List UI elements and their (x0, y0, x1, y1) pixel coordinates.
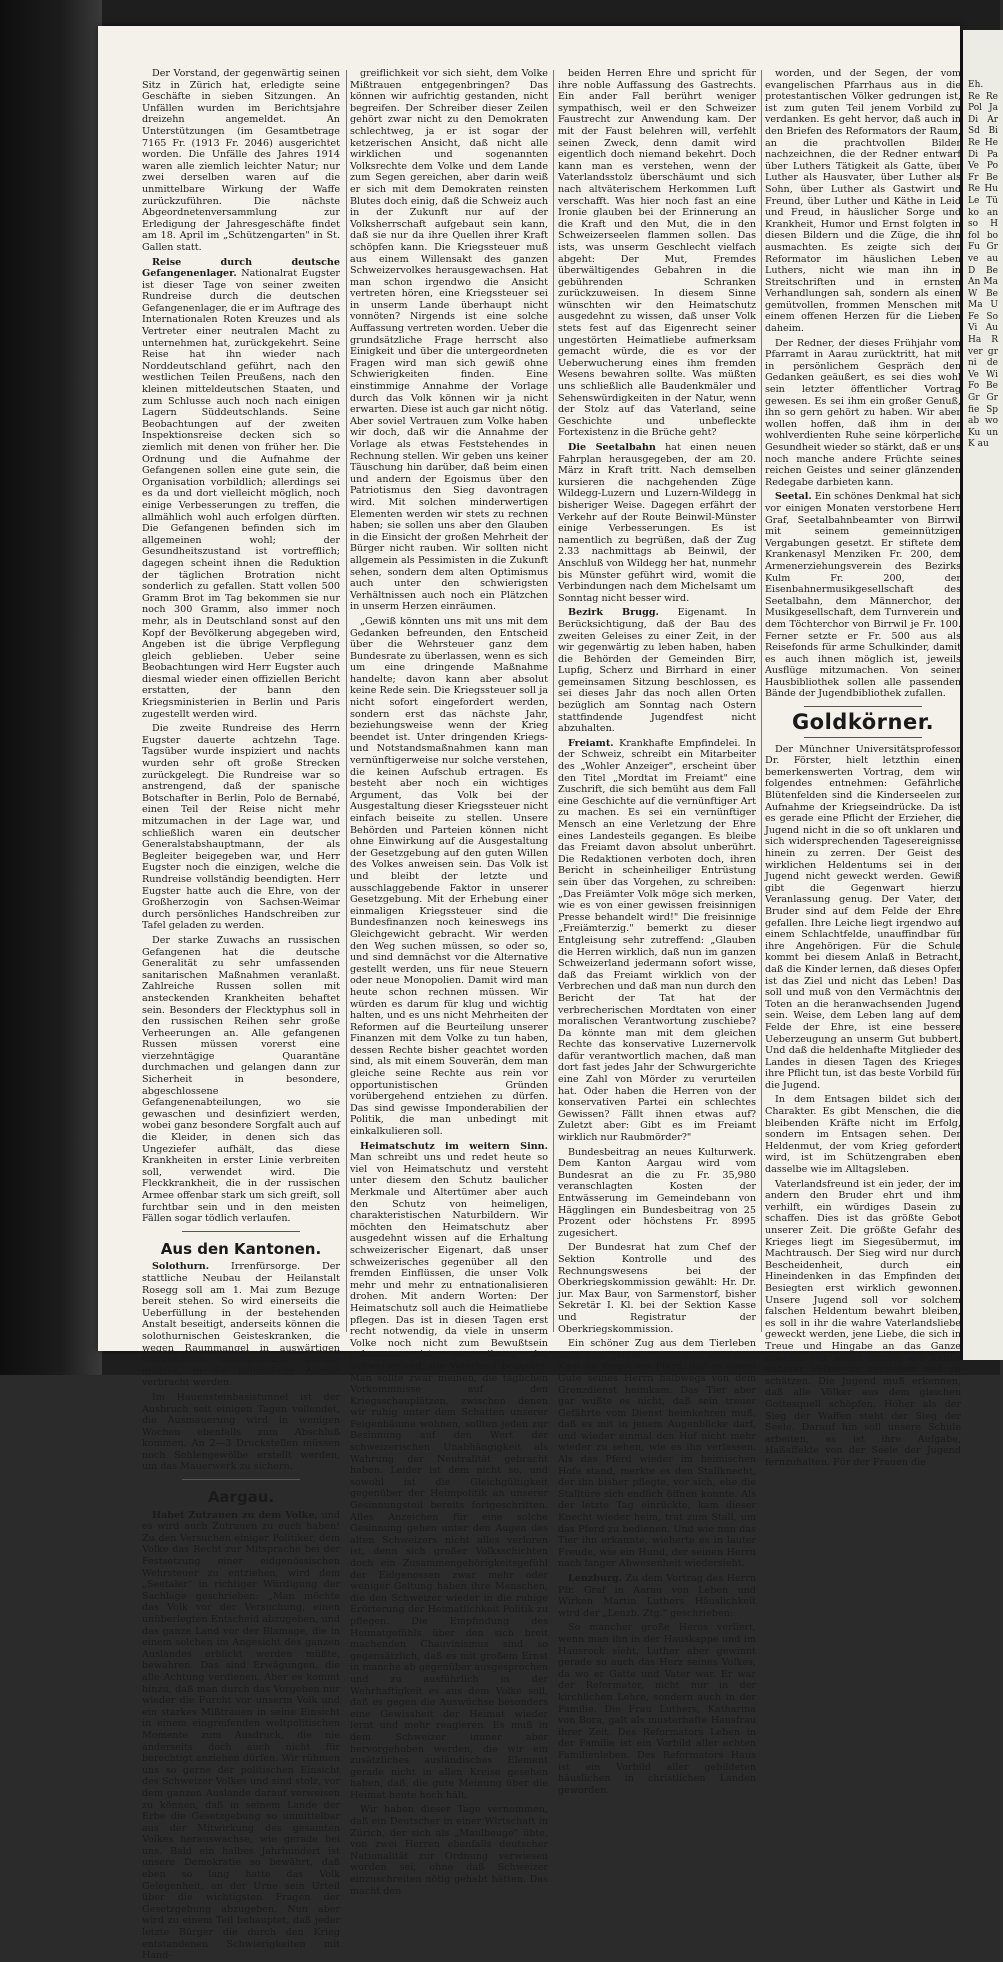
paragraph-title: Lenzburg. (568, 1573, 623, 1584)
separator-rule (804, 737, 922, 738)
paragraph-title: Habet Zutrauen zu dem Volke, (152, 1509, 318, 1521)
paragraph: beiden Herren Ehre und spricht für ihre noble Auffassung des Gastrechts. Ein ander Fall berührt weniger sympathisch, weil er den Schweizer Faustrecht zur Anwendung kam. Der mit der Faust belehren will, verfehlt seinen Zweck, denn damit wird eigentlich doch niemand bekehrt. Doch kann man es verstehen, wenn der Vaterlandsstolz überschäumt und sich nach altväterischem Herkommen Luft verschafft. Was hier noch fast an eine Ironie glauben bei der Erinnerung an die Kraft und den Mut, die in den Schweizerseelen flammen sollen. Das ists, was unserm Geschlecht vielfach abgeht: Der Mut, Fremdes überwältigendes Gebahren in die gebührenden Schranken zurückzuweisen. In diesem Sinne wünschten wir den Heimatschutz ausgedehnt zu wissen, daß unser Volk stets fest auf das Eigenrecht seiner ungestörten Heimatliebe aufmerksam gemacht würde, die es vor der Ueberwucherung eines ihm fremden Wesens bewahren sollte. Was müßten uns schließlich alle Baudenkmäler und Sehenswürdigkeiten in der Natur, wenn der Stolz auf das Vaterland, seine Geschichte und unbefleckte Fortexistenz in die Brüche geht? (558, 68, 756, 439)
section-heading: Goldkörner. (791, 710, 935, 735)
paragraph-body: Ein schönes Denkmal hat sich vor einigen Monaten verstorbene Herr Graf, Seetalbahnbeamter von Birrwil mit seinem gemeinnützigen Vergabungen gesetzt. Er stiftete dem Krankenasyl Menziken Fr. 200, dem Armenerziehungsverein des Bezirks Kulm Fr. 200, der Eisenbahnermusikgesellschaft des Seetalbahn, dem Männerchor, der Musikgesellschaft, dem Turnverein und dem Töchterchor von Birrwil je Fr. 100. Ferner setzte er Fr. 500 aus als Reisefonds für arme Schulkinder, damit es auch ihnen möglich ist, jeweils Ausflüge mitzumachen. Von seiner Hausbibliothek sollen alle passenden Bände der Jugendbibliothek zufallen. (765, 491, 961, 700)
separator-rule (182, 1479, 301, 1480)
paragraph: worden, und der Segen, der vom evangelischen Pfarrhaus aus in die protestantischen Völker gedrungen ist, ist zum guten Teil jenem Vorbild zu verdanken. Es geht hervor, daß auch in den Briefen des Reformators der Raum, an die prachtvollen Bilder nachzeichnen, die der Redner entwarf über Luthers Tätigkeit als Gatte, über Luther als Hausvater, über Luther als Sohn, über Luther als Gastwirt und Freund, über Luther und Käthe in Leid und Freud, in häuslicher Sorge und Krankheit, Humor und Ernst folgten in diesen Bildern und die Züge, die ihn ausmachten. Es zeigte sich der Reformator im häuslichen Leben Luthers, nicht wie man ihn in Streitschriften und in ernsten Verhandlungen sah, sondern als einen gemütvollen, frommen Menschen mit einem offenen Herzen für die Lieben daheim. (765, 68, 961, 335)
paragraph: Der Redner, der dieses Frühjahr vom Pfarramt in Aarau zurücktritt, hat mit in persönlichem Gespräch den Gedanken geäußert, es sei dies wohl sein letzter öffentlicher Vortrag gewesen. Es sei ihm ein großer Genuß, ihn so gern gehört zu haben. Wir aber wollen hoffen, daß ihm in der wohlverdienten Ruhe seine körperliche Gesundheit wieder so stärkt, daß er uns noch manche andere Früchte seines reichen Geistes und seiner glänzenden Redegabe darbieten kann. (765, 337, 961, 488)
paragraph-body: Eigenamt. In Berücksichtigung, daß der Bau des zweiten Geleises zu einer Zeit, in der wir gegenwärtig zu leben haben, haben die Behörden der Gemeinden Birr, Lupfig, Scherz und Birrhard in einer gemeinsamen Sitzung beschlossen, es sei dieses Jahr das noch allen Orten bezüglich am Sonntag nach Ostern stattfindende Jugendfest nicht abzuhalten. (558, 607, 756, 735)
paragraph-body: Irrenfürsorge. Der stattliche Neubau der Heilanstalt Rosegg soll am 1. Mai zum Bezuge bereit stehen. So wird einerseits die Ueberfüllung in der bestehenden Anstalt beseitigt, anderseits können die solothurnischen Geisteskranken, die wegen Raummangel in auswärtigen Irrenhäusern untergebracht werden mußten, in die heimatliche Anstalt verbracht werden. (142, 1261, 340, 1389)
book-binding-edge (0, 0, 102, 1375)
column-4 (765, 68, 961, 1468)
column-3 (558, 68, 756, 1796)
separator-rule (804, 706, 922, 707)
paragraph (142, 1261, 340, 1389)
paragraph: So mancher große Heros verliert, wenn man ihn in der Hauskappe und im Hausrock sieht, Luther aber gewinnt gerade so auch das Herz seines Volkes, da wo er Gatte und Vater war. Er war der Reformator, nicht nur in der kirchlichen Lehre, sondern auch in der Familie. Die Frau Luthers, Katharina von Bora, galt als musterhafte Hausfrau ihrer Zeit. Des Reformators Leben in der Familie ist ein Vorbild aller echten Familienleben. Des Reformators Haus ist ein Vorbild aller gebildeten häuslichen in christlichen Landen geworden. (558, 1622, 756, 1796)
paragraph-body: hat einen neuen Fahrplan herausgegeben, der am 20. März in Kraft tritt. Nach demselben kursieren die nachgehenden Züge Wildegg-Luzern und Luzern-Wildegg in bisheriger Weise. Dagegen erfährt der Verkehr auf der Route Beinwil-Münster einige Verbesserungen. Es ist namentlich zu begrüßen, daß der Zug 2.33 nachmittags ab Beinwil, der Anschluß von Wildegg her hat, nunmehr bis Münster geführt wird, womit die Verbindungen nach dem Michelsamt um Sonntag nicht besser wird. (558, 442, 756, 604)
column-rule (346, 70, 347, 1332)
paragraph-title: Heimatschutz im weitern Sinn. (360, 1140, 548, 1152)
paragraph: Der Bundesrat hat zum Chef der Sektion Kontrolle und des Rechnungswesens bei der Oberkriegskommission gewählt: Hr. Dr. jur. Max Baur, von Sarmenstorf, bisher Sekretär I. Kl. bei der Sektion Kasse und Registratur der Oberkriegskommission. (558, 1242, 756, 1335)
paragraph: Der Münchner Universitätsprofessor Dr. Förster, hielt letzthin einen bemerkenswerten Vortrag, dem wir folgendes entnehmen: Gefährliche Blütenfelden sind die Kinderseelen zur Aufnahme der Kriegseindrücke. Da ist es gerade eine Pflicht der Erzieher, die Jugend nicht in die so oft unklaren und sich widersprechenden Tagesereignisse hinein zu zerren. Der Geist des wirklichen Heldentums sei in der Jugend nicht geweckt werden. Gewiß gibt die Gegenwart hierzu Veranlassung genug. Der Vater, der Bruder sind auf dem Felde der Ehre gefallen. Ihre Leiche liegt irgendwo auf einem Schlachtfelde, unauffindbar für ihre Angehörigen. Für die Schule kommt bei diesem Anlaß in Betracht, daß die Kinder lernen, daß dieses Opfer ist das Ziel und nicht das Leben! Das soll und muß von den Vermächtnis der Toten an die heranwachsenden Jugend sein. Weise, dem Leben lang auf dem Felde der Ehre, ist eine bessere Ueberzeugung an unserm Gut bubbert. Und daß die heldenhafte Mitglieder des Landes in diesen Tagen des Krieges ihre Pflicht tun, ist das beste Vorbild für die Jugend. (765, 743, 961, 1091)
paragraph: Wir haben dieser Tage vernommen, daß ein Deutscher in einer Wirtschaft in Zürich, der sich als „Maulbeuge" übte, von zwei Herren ebenfalls deutscher Nationalität zur Ordnung verwiesen worden sei, ohne daß Schweizer einzuschreiten nötig gehabt hätten. Das macht den (350, 1804, 548, 1897)
paragraph: In dem Entsagen bildet sich der Charakter. Es gibt Menschen, die die bleibenden Kräfte nicht im Erfolg, sondern im Entsagen sehen. Der Heldenmut, der vom Krieg gefordert wird, ist im Schützengraben eben dasselbe wie im Alltagsleben. (765, 1094, 961, 1176)
paragraph-title: Solothurn. (152, 1261, 210, 1273)
paragraph-body: Krankhafte Empfindelei. In der Schweiz, schreibt ein Mitarbeiter des „Wohler Anzeiger", erscheint über den Titel „Mordtat im Freiamt" eine Zuschrift, die sich bemüht aus dem Fall eine Geschichte auf die vernünftiger Art zu machen. Es sei ein vernünftiger Mensch an eine Verletzung der Ehre eines Landesteils gegangen. Es bleibe das Freiamt davon absolut unberührt. Die Redaktionen verboten doch, ihren Bericht in scheinheiliger Entrüstung sein über das Vorgehen, zu schreiben: „Das Freiämter Volk möge sich merken, wie es von einer gewissen freisinnigen Presse behandelt wird!" Die freisinnige „Freiämterzig." bemerkt zu dieser Entgleisung sehr zutreffend: „Glauben die Herren wirklich, daß nun im ganzen Schweizerland jedermann sofort wisse, daß das Freiamt wirklich von der Verbrechen und daß man nun durch den Bericht der Tat hat der verbrecherischen Mordtaten von einer moralischen Verantwortung zuschiebe? Da könnte man mit dem gleichen Rechte das konservative Luzernervolk dafür verantwortlich machen, daß man dort fast jedes Jahr der Schwurgerichte eine Zahl von Mörder zu verurteilen hat. Oder haben die Herren von der konservativen Partei ein schlechtes Gewissen? Fällt ihnen etwas auf? Zuletzt aber: Gibt es im Freiamt wirklich nur Raubmörder?" (558, 737, 756, 1144)
paragraph: Bundesbeitrag an neues Kulturwerk. Dem Kanton Aargau wird vom Bundesrat an die zu Fr. 35,980 veranschlagten Kosten der Entwässerung im Gemeindebann von Hägglingen ein Bundesbeitrag von 25 Prozent oder höchstens Fr. 8995 zugesichert. (558, 1146, 756, 1239)
paragraph: Die zweite Rundreise des Herrn Eugster dauerte achtzehn Tage. Tagsüber wurde inspiziert und nachts wurden sehr oft große Strecken zurückgelegt. Die Rundreise war so anstrengend, daß der spanische Botschafter in Berlin, Polo de Bernabé, einen Teil der Reise nicht mehr mitzumachen in der Lage war, und schließlich waren ein deutscher Generalstabshauptmann, der als Begleiter beigegeben war, und Herr Eugster noch die einzigen, welche die Rundreise vollständig beendigten. Herr Eugster hatte auch die Ehre, von der Großherzogin von Sachsen-Weimar durch persönliches Handschreiben zur Tafel geladen zu werden. (142, 723, 340, 932)
paragraph-body: Zu dem Vortrag des Herrn Pfr. Graf in Aarau von Leben und Wirken Martin Luthers Häuslichkeit wird der „Lenzb. Ztg." geschrieben: (558, 1573, 756, 1619)
paragraph: greiflichkeit vor sich sieht, dem Volke Mißtrauen entgegenbringen? Das können wir aufrichtig gestanden, nicht begreifen. Der Schreiber dieser Zeilen gehört zwar nicht zu den Demokraten schlechtweg, ja er ist sogar der ketzerischen Ansicht, daß nicht alle wirklichen und sogenannten Volksrechte dem Volke und dem Lande zum Segen gereichen, aber darin weiß er sich mit dem Demokraten reinsten Blutes doch einig, daß die Schweiz auch in der Zukunft nur auf der Volksherrschaft aufgebaut sein kann, daß sie nur da ihre Quellen ihrer Kraft schöpfen kann. Die Kriegssteuer muß aus einem Willensakt des ganzen Schweizervolkes herausgewachsen. Hat man schon irgendwo die Ansicht vertreten hören, eine Kriegssteuer sei in unserm Lande überhaupt nicht vonnöten? Nirgends ist eine solche Auffassung vertreten worden. Ueber die grundsätzliche Frage herrscht also Einigkeit und über die untergeordneten Fragen wird man sich gewiß ohne Schwierigkeiten finden. Eine einstimmige Annahme der Vorlage durch das Volk können wir ja nicht erwarten. Diese ist auch gar nicht nötig. Aber soviel Vertrauen zum Volke haben wir doch, daß wir die Annahme der Vorlage als etwas Feststehendes in Rechnung stellen. Wir geben uns keiner Täuschung hin darüber, daß beim einen und andern der Egoismus über den Patriotismus den Sieg davontragen wird. Mit solchen minderwertigen Elementen werden wir stets zu rechnen haben; sie sollen uns aber den Glauben in die Einsicht der großen Mehrheit der Bürger nicht rauben. Wir sollten nicht allgemein als Pessimisten in die Zukunft sehen, sondern dem alten Optimismus auch unter den schwierigsten Verhältnissen auch noch ein Plätzchen in unserm Herzen einräumen. (350, 68, 548, 613)
paragraph-title: Freiamt. (568, 737, 614, 749)
separator-rule (182, 1231, 301, 1232)
paragraph (558, 607, 756, 735)
paragraph: Vaterlandsfreund ist ein jeder, der im andern den Bruder ehrt und ihm verhilft, ein würdiges Dasein zu schaffen. Dies ist das größte Gebot unserer Zeit. Die größte Gefahr des Krieges liegt im Siegesübermut, im Machtrausch. Der Sieg wird nur durch Bescheidenheit, durch ein Hineindenken in das Empfinden der Besiegten erst wirklich gewonnen. Unsere Jugend soll vor solchem falschen Heldentum bewahrt bleiben, es soll in ihr die wahre Vaterlandsliebe geweckt werden, jene Liebe, die sich in Treue und Hingabe an das Ganze erweist. Wir sollen lernen, die Kultur anderer Völker zu verstehen und zu schätzen. Die Jugend muß erkennen, daß alle Völker aus dem gleichen Gottesquell schöpfen. Höher als der Sieg der Waffen steht der Sieg der Seele. Darauf hin soll unsere Schule arbeiten, es ist ihre Aufgabe, Haßaffekte von der Seele der Jugend fernzuhalten. Für der Frauen die (765, 1178, 961, 1468)
paragraph-title: Die Seetalbahn (568, 442, 656, 453)
paragraph (558, 1573, 756, 1619)
paragraph: Der starke Zuwachs an russischen Gefangenen hat die deutsche Generalität zu sehr umfassenden sanitarischen Maßnahmen veranlaßt. Zahlreiche Russen sollen mit ansteckenden Krankheiten behaftet sein. Besonders der Flecktyphus soll in den russischen Reihen sehr große Verheerungen an. Alle gefangenen Russen müssen vorerst eine vierzehntägige Quarantäne durchmachen und gelangen dann zur Sicherheit in besondere, abgeschlossene Gefangenenabteilungen, wo sie gewaschen und desinfiziert werden, wobei ganz besondere Sorgfalt auch auf die Kleider, in denen sich das Ungeziefer aufhält, das diese Krankheiten in erster Linie verbreiten soll, verwendet wird. Die Fleckkrankheit, die in der russischen Armee offenbar stark um sich greift, soll furchtbar sein und in den meisten Fällen sogar tödlich verlaufen. (142, 934, 340, 1225)
paragraph-body: Nationalrat Eugster ist dieser Tage von seiner zweiten Rundreise durch die deutschen Gefangenenlager, die er im Auftrage des Internationalen Roten Kreuzes und als Vertreter einer neutralen Macht zu unternehmen hat, zurückgekehrt. Seine Reise hat ihn wieder nach Norddeutschland geführt, nach den westlichen Teilen Preußens, nach den kleinen mitteldeutschen Staaten, und zum Schlusse auch noch nach einigen Lagern Süddeutschlands. Seine Beobachtungen auf der zweiten Inspektionsreise decken sich so ziemlich mit denen von früher her. Die Ordnung und die Aufnahme der Gefangenen sollen eine gute sein, die Organisation vorbildlich; allerdings sei es da und dort vielleicht möglich, noch einige Verbesserungen zu treffen, die allmählich wohl auch erfolgen dürften. Die Gefangenen befinden sich im allgemeinen wohl; der Gesundheitszustand ist vortrefflich; dagegen scheint ihnen die Reduktion der täglichen Brotration nicht sonderlich zu gefallen. Statt vollen 500 Gramm Brot im Tag bekommen sie nur noch 300 Gramm, also immer noch mehr, als in Deutschland sonst auf den Kopf der Bevölkerung abgegeben wird, Angeben ist die übrige Verpflegung gleich geblieben. Ueber seine Beobachtungen wird Herr Eugster auch diesmal wieder einen offiziellen Bericht erstatten, der bann den Kriegsministerien in Berlin und Paris zugestellt werden wird. (142, 268, 340, 720)
section-heading: Aus den Kantonen. (160, 1239, 322, 1258)
paragraph (765, 491, 961, 700)
paragraph: Der Vorstand, der gegenwärtig seinen Sitz in Zürich hat, erledigte seine Geschäfte in sieben Sitzungen. An Unfällen wurden im Berichtsjahre dreizehn angemeldet. An Unterstützungen (im Gesamtbetrage 7165 Fr. (1913 Fr. 2046) ausgerichtet worden. Die Unfälle des Jahres 1914 waren alle ziemlich leichter Natur; nur zwei derselben waren auf die unmittelbare Wirkung der Waffe zurückzuführen. Die nächste Abgeordnetenversammlung zur Erledigung der Jahresgeschäfte findet am 18. April im „Schützengarten" in St. Gallen statt. (142, 68, 340, 253)
paragraph (142, 1510, 340, 1962)
column-rule (553, 70, 554, 1332)
paragraph (350, 1141, 548, 1802)
paragraph: Im Hauensteinbasistunnel ist der Ausbruch seit einigen Tagen vollendet, die Ausmauerung wird in wenigen Wochen ebenfalls zum Abschluß kommen. An 2—3 Druckstellen müssen noch Sohlengewölbe erstellt werden, um das Mauerwerk zu sichern. (142, 1391, 340, 1473)
paragraph-title: Bezirk Brugg. (568, 607, 659, 619)
adjacent-page-text: Eh. Re Re Pol Ja Di Ar Sd Bi Re He Di Pa Ve Po Fr Be Re Hu Le Tü ko an so H fol bo Fu Gr ve au D Be An Ma W Be Ma U Fe So Vi Au Ha R ver gr ni de Ve Wi Fo Be Gr Gr fie Sp ab wo Ku un K au (968, 80, 998, 450)
paragraph (142, 257, 340, 721)
paragraph-body: Man schreibt uns und redet heute so viel von Heimatschutz und versteht unter diesem den Schutz baulicher Merkmale und Altertümer aber auch den Schutz von heimeligen, charakteristischen Naturbildern. Wir möchten den Heimatschutz aber ausgedehnt wissen auf die Erhaltung schweizerischer Eigenart, daß unser schweizerisches gegenüber all den fremden Einflüssen, die unser Volk mehr und mehr zu entnationalisieren drohen. Mit andern Worten: Der Heimatschutz soll auch die Heimatliebe pflegen. Das ist in diesen Tagen erst recht notwendig, da viele in unserm Volke noch nicht zum Bewußtsein gekommen ist, was ihnen das Schweizerland, die Vaterland bedeutet. Man sollte zwar meinen, die täglichen Vorkommnisse auf den Kriegsschauplätzen, zwischen denen wir ruhig unter dem Schatten unserer Feigenbäume wohnen, sollten jeden zur Besinnung auf den Wert der schweizerischen Unabhängigkeit als Wahrung der Neutralität gebracht haben. Leider ist dem nicht so, und sowohl ist die Gleichgültigkeit gegenüber der Heimpolitik an unserer Gesinnungsteil bereits fortgeschritten. Alles Anzeichen für eine solche Gesinnung gehen unter den Augen des alten Schweizers nicht alles verloren ist, denn sich großer Volksschichten doch ein Zusammengehörigkeitsgefühl der Eidgenossen zwar mehr oder weniger Geltung haben ihre Menschen, die den Schweizer wieder in die ruhige Erörterung der Heimatlichkeit Politik zu pflegen. Die Empfindung des Heimatgefühls über den sich breit machenden Chauvinismus sind so gegensätzlich, daß es mit großem Ernst in manche ab gegenüber ausgesprochen und zu ausführlich in der Wehrhaftigkeit es aus dem Volke soll, daß es gegen die Auswüchse besonders eine Gewissheit der Heimat wieder lernt und mehr reagieren. Es muß in dem Schweizer immer aber hervorgehoben werden, die wir ein zusätzliches ausländisches Element gerade nicht in allen Kreise gesehen haben, daß, die gute Meinung über die Heimat heute hoch hält. (350, 1152, 548, 1801)
column-rule (761, 70, 762, 1332)
column-1 (142, 68, 340, 1962)
paragraph-body: und es wird auch Zutrauen zu euch haben! Zu den Versuchen einiger Politiker, dem Volke das Recht zur Mitsprache bei der Festsetzung einer eidgenössischen Wehrsteuer zu entziehen, wird dem „Seetaler" in richtiger Würdigung der Sachlage geschrieben: „Man möchte das Volk vor der Versuchung, einen unüberlegten Entscheid abzugeben, und das ganze Land vor der Blamage, die in einem solchen im Angesicht des ganzen Auslandes erblickt werden müßte, bewahren. Das sind Erwägungen, die alle Achtung verdienen. Aber es kommt hinzu, daß man durch das Vorgehen nur wieder die Furcht vor unserm Volk und ein starkes Mißtrauen in seine Einsicht in einem eingreifenden weltpolitischen Momente zum Ausdruck, die nie anderseits doch auch nicht für berechtigt anziehen dürfen. Wir rühmen uns so gerne der politischen Einsicht des Schweizer Volkes und sind stolz, vor dem ganzen Auslande darauf verweisen zu können, daß in seinem Lande der Erbe die Gesetzgebung so unmittelbar aus der Mitwirkung des gesamten Volkes herauswachse, wie gerade bei uns. Bald ein halbes Jahrhundert ist unsere Demokratie so bewährt, daß eben so lang hatte das Volk Gelegenheit, an der Urne sein Urteil über die wichtigsten Fragen der Gesetzgebung abzugeben. Nun aber wird zu einem Teil behauptet, daß jeder letzte Bürger die durch den Krieg entstandenen Schwierigkeiten mit Hand- (142, 1509, 340, 1962)
paragraph: Ein schöner Zug aus dem Tierleben wird dem „Wohler Anzeiger" berichtet: Kam da jüngst ein Pferd, daß in einem Gute seines Herrn halbwegs von dem Grenzdienst heimkam. Das Tier aber gar wußte es nicht, daß sein treuer Gefährte vom Dienst heimkehren muß, daß es mit in jenem Augenblicke darf, und wieder einmal den Hof nicht mehr wieder zu sehen, wie es ihn verlassen. Als das Pferd wieder im heimischen Hofe stand, merkte es den Stallknecht, der ihn bisher pflegte, vor sich, ehe die Stalltüre sich endlich öffnen konnte. Als der letzte Tag einrückte, kam dieser Knecht wieder heim, trat zum Stall, um das Pferd zu bedienen. Und wie nun das Tier ihn erkannte, wieherte es in lauter Freude, wie ein Hund, der seinen Herrn nach langer Abwesenheit wiedersieht. (558, 1338, 756, 1570)
paragraph (558, 442, 756, 604)
paragraph-title: Reise durch deutsche Gefangenenlager. (142, 256, 340, 280)
paragraph: „Gewiß könnten uns mit uns mit dem Gedanken befreunden, den Entscheid über die Wehrsteuer ganz dem Bundesrate zu überlassen, wenn es sich um eine dringende Maßnahme handelte; davon kann aber absolut keine Rede sein. Die Kriegssteuer soll ja nicht sofort eingefordert werden, sondern erst das nächste Jahr, beziehungsweise wenn der Krieg beendet ist. Unter dringenden Kriegs- und Notstandsmaßnahmen kann man vernünftigerweise nur solche verstehen, die keinen Aufschub ertragen. Es besteht aber noch ein wichtiges Argument, das Volk bei der Ausgestaltung dieser Kriegssteuer nicht einfach beiseite zu stellen. Unsere Behörden und Parteien können nicht ohne Einwirkung auf die Ausgestaltung der Gesetzgebung auf den guten Willen des Volkes anweisen sein. Das Volk ist und bleibt der letzte und ausschlaggebende Faktor in unserer Gesetzgebung. Mit der Erhebung einer einmaligen Kriegssteuer sind die Bundesfinanzen noch keineswegs ins Gleichgewicht gebracht. Wir werden den Weg suchen müssen, so oder so, und sind demnächst vor die Alternative gestellt werden, uns für neue Steuern oder neue Monopolien. Damit wird man heute schon rechnen müssen. Wir würden es darum für klug und wichtig halten, und es uns nicht Mehrheiten der Reformen auf die Beurteilung unserer Finanzen mit dem Volke zu tun haben, dessen Rechte bisher geachtet worden sind, als mit einem Souverän, dem man gleiche seine Rechte aus rein vor opportunistischen Gründen vorübergehend entziehen zu dürfen. Das sind gewisse Imponderabilien der Politik, die man unbedingt mit einkalkulieren soll. (350, 615, 548, 1138)
column-2 (350, 68, 548, 1897)
paragraph-title: Seetal. (775, 491, 812, 503)
section-heading: Aargau. (207, 1488, 275, 1507)
paragraph (558, 738, 756, 1144)
